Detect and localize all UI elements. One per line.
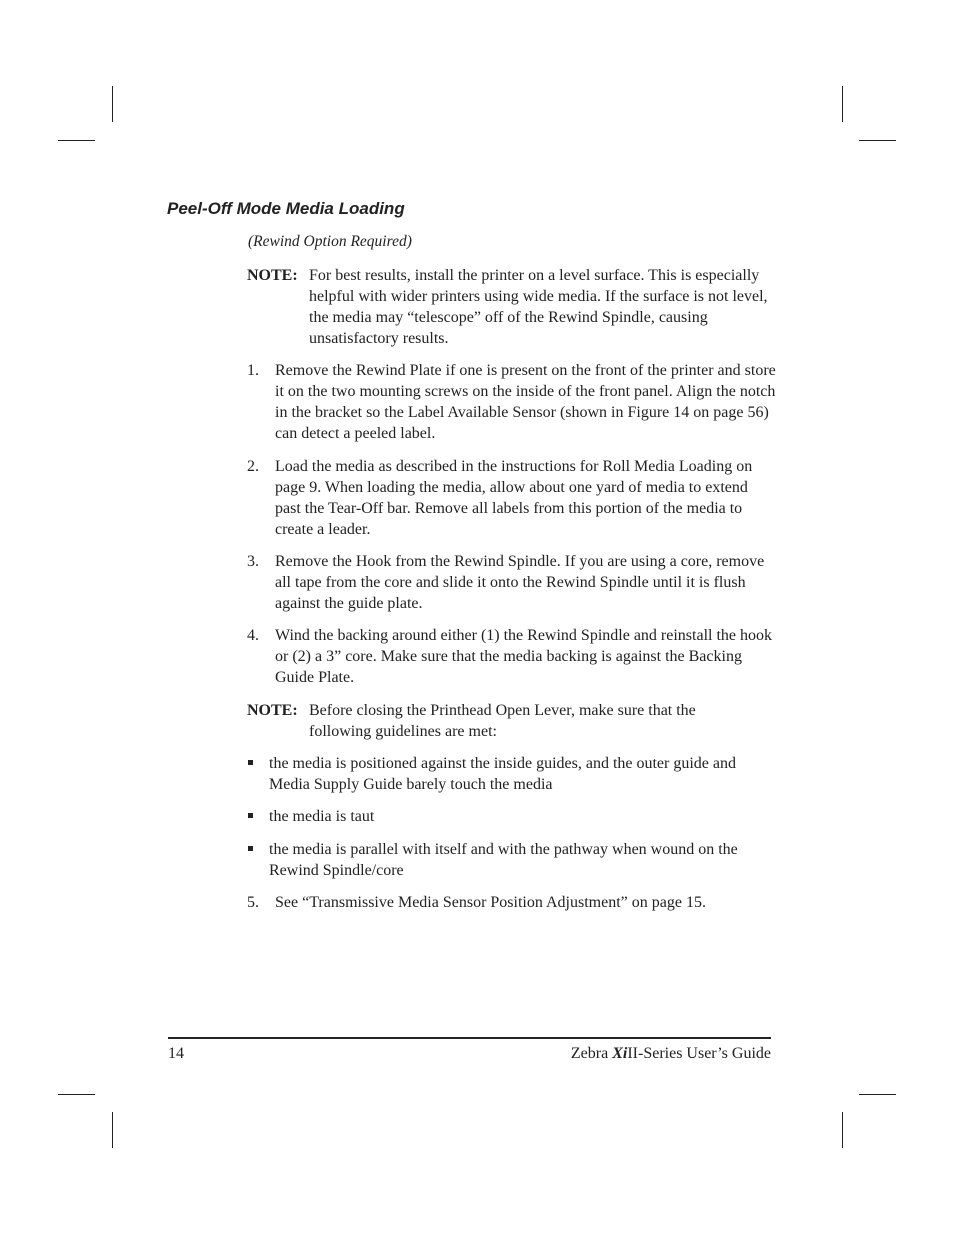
note-text: For best results, install the printer on a level surface. This is especially helpful with wider printers using wide media. If the surface is not level, the media may “telescope” off of the Rewind Spindle, causing unsatisfactory results. — [309, 267, 768, 347]
step-number: 4. — [247, 627, 259, 644]
crop-mark-top-right-horizontal — [859, 140, 896, 141]
subtitle: (Rewind Option Required) — [248, 233, 412, 250]
crop-mark-bottom-left-vertical — [112, 1112, 113, 1148]
note-label: NOTE: — [247, 702, 298, 719]
footer-rule — [168, 1037, 771, 1039]
crop-mark-bottom-right-vertical — [842, 1112, 843, 1148]
step-2 — [247, 456, 777, 540]
note-guidelines — [247, 700, 747, 742]
bullet-square-icon — [248, 760, 253, 765]
step-5 — [247, 892, 777, 913]
step-text: See “Transmissive Media Sensor Position Adjustment” on page 15. — [275, 894, 706, 911]
step-number: 2. — [247, 458, 259, 475]
bullet-text: the media is taut — [269, 808, 375, 825]
step-text: Remove the Rewind Plate if one is present on the front of the printer and store it on the two mounting screws on the inside of the front panel. Align the notch in the bracket so the Label Available Sensor (shown in Figure 14 on page 56) can detect a peeled label. — [275, 362, 776, 442]
crop-mark-top-left-vertical — [112, 86, 113, 122]
footer-title-prefix: Zebra — [570, 1045, 613, 1062]
footer-title-italic: Xi — [612, 1045, 628, 1062]
crop-mark-top-right-vertical — [842, 86, 843, 122]
step-4 — [247, 625, 777, 688]
note-level-surface — [247, 265, 777, 349]
footer-title — [571, 1045, 771, 1063]
step-1 — [247, 360, 777, 444]
step-text: Remove the Hook from the Rewind Spindle. If you are using a core, remove all tape from the core and slide it onto the Rewind Spindle until it is flush against the guide plate. — [275, 553, 765, 612]
step-number: 5. — [247, 894, 259, 911]
bullet-item — [247, 806, 767, 827]
step-3 — [247, 551, 777, 614]
note-label: NOTE: — [247, 267, 298, 284]
bullet-item — [247, 839, 755, 881]
crop-mark-bottom-right-horizontal — [859, 1094, 896, 1095]
note-text: Before closing the Printhead Open Lever, make sure that the following guidelines are met: — [309, 702, 696, 740]
footer-title-suffix: II-Series User’s Guide — [627, 1045, 771, 1062]
step-number: 3. — [247, 553, 259, 570]
bullet-item — [247, 753, 747, 795]
section-title: Peel-Off Mode Media Loading — [167, 199, 405, 218]
bullet-text: the media is parallel with itself and with the pathway when wound on the Rewind Spindle/core — [269, 841, 738, 879]
step-number: 1. — [247, 362, 259, 379]
step-text: Load the media as described in the instructions for Roll Media Loading on page 9. When loading the media, allow about one yard of media to extend past the Tear-Off bar. Remove all labels from this portion of the media to create a leader. — [275, 458, 753, 538]
bullet-square-icon — [248, 813, 253, 818]
step-text: Wind the backing around either (1) the Rewind Spindle and reinstall the hook or (2) a 3” core. Make sure that the media backing is against the Backing Guide Plate. — [275, 627, 773, 686]
bullet-square-icon — [248, 846, 253, 851]
crop-mark-bottom-left-horizontal — [58, 1094, 95, 1095]
crop-mark-top-left-horizontal — [58, 140, 95, 141]
page-number: 14 — [168, 1045, 184, 1062]
bullet-text: the media is positioned against the inside guides, and the outer guide and Media Supply Guide barely touch the media — [269, 755, 737, 793]
